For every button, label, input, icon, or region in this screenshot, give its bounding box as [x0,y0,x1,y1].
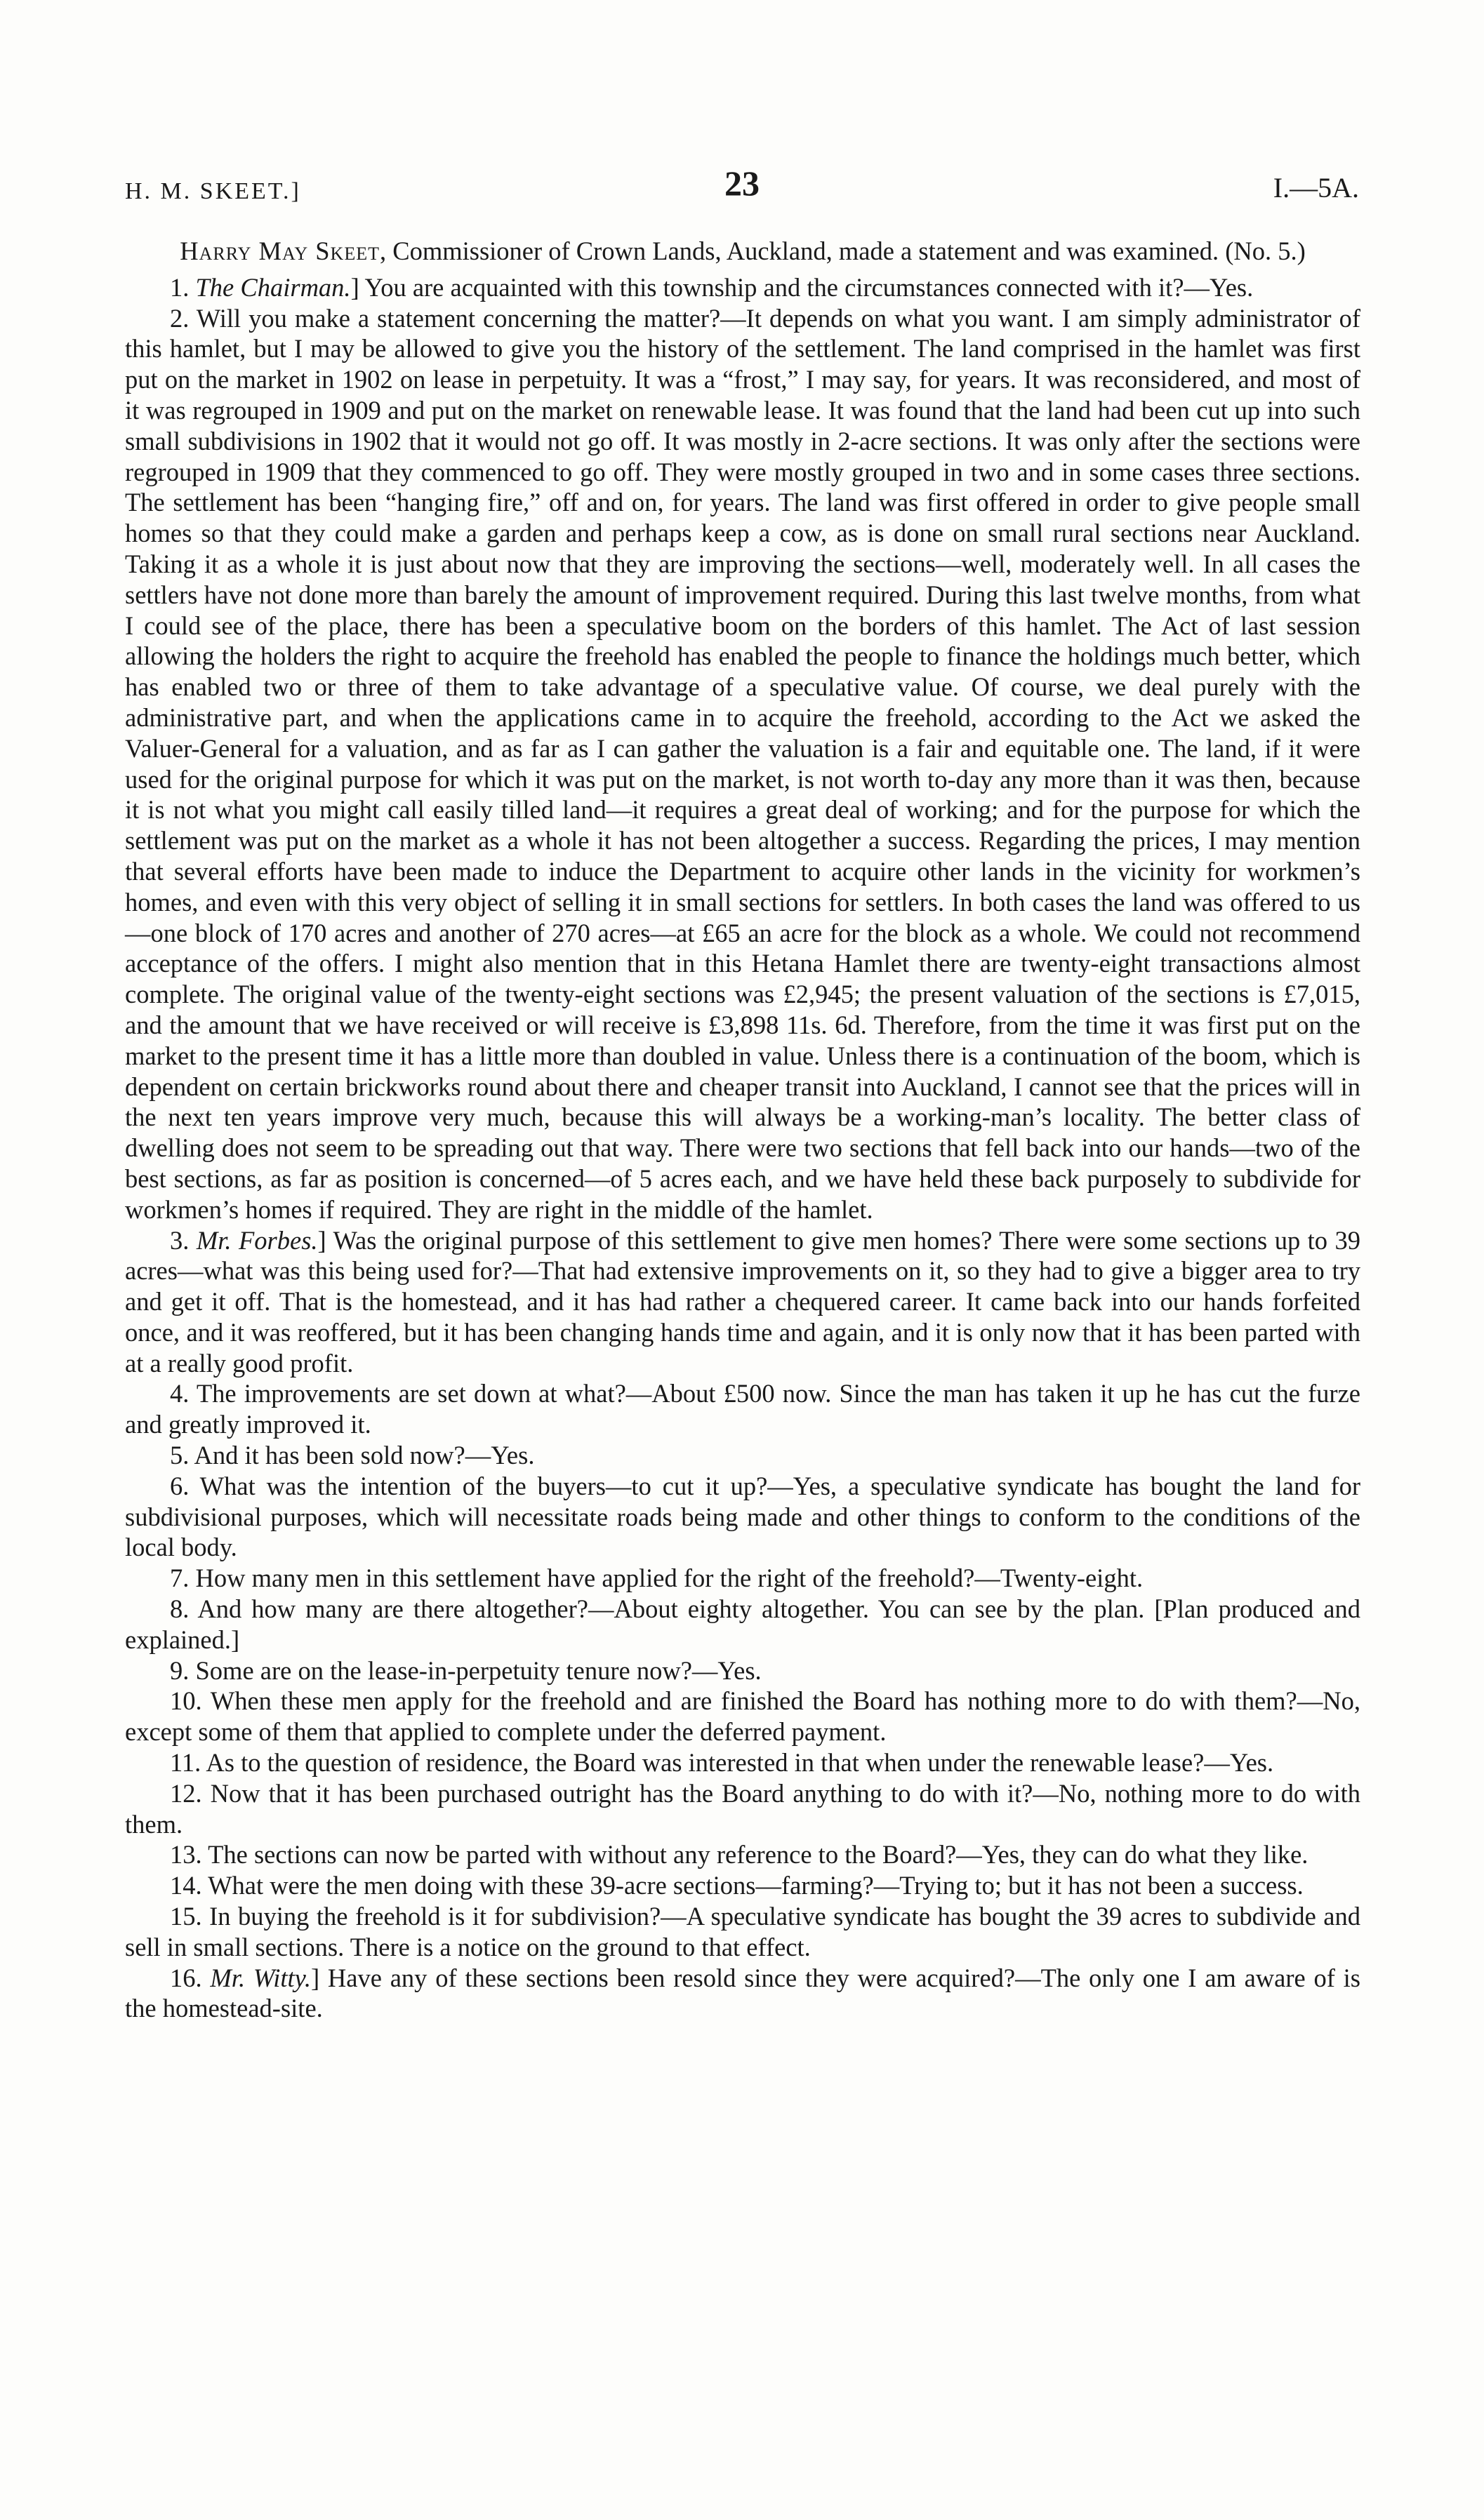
question-paragraph [125,1378,1360,1440]
question-paragraph [125,1963,1360,2025]
question-paragraph [125,272,1360,303]
witness-label: H. M. SKEET.] [125,178,301,204]
question-number: 5. [170,1441,190,1470]
question-number: 1. [170,272,190,302]
question-paragraph [125,1225,1360,1379]
question-text: What was the intention of the buyers—to cut it up?—Yes, a speculative syndicate has bought the land for subdivisional purposes, which will necessitate roads being made and other things to conform to the conditions of the local body. [125,1471,1360,1562]
question-number: 15. [170,1902,202,1931]
question-paragraph [125,303,1360,1225]
question-number: 16. [170,1963,202,1992]
question-number: 10. [170,1686,202,1716]
question-number: 6. [170,1471,190,1500]
question-text: The improvements are set down at what?—About £500 now. Since the man has taken it up he has cut the furze and greatly improved it. [125,1379,1360,1439]
speaker-name: The Chairman. [195,272,351,302]
question-text: ] Was the original purpose of this settlement to give men homes? There were some sections up to 39 acres—what was this being used for?—That had extensive improvements on it, so they had to give a bigger area to try and get it off. That is the homestead, and it has had rather a chequered career. It came back into our hands forfeited once, and it was reoffered, but it has been changing hands time and again, and it is only now that it has been parted with at a really good profit. [125,1225,1361,1378]
paper-reference: I.—5A. [1273,172,1359,204]
question-text: And it has been sold now?—Yes. [189,1441,535,1470]
question-paragraph [125,1440,1360,1471]
question-text: And how many are there altogether?—About eighty altogether. You can see by the plan. [Plan produced and explained.] [125,1594,1360,1654]
question-paragraph [125,1471,1360,1563]
heading-text: , Commissioner of Crown Lands, Auckland, made a statement and was examined. (No. 5.) [379,236,1306,265]
question-number: 14. [170,1871,202,1900]
question-text: In buying the freehold is it for subdivision?—A speculative syndicate has bought the 39 acres to subdivide and sell in small sections. There is a notice on the ground to that effect. [125,1902,1360,1961]
question-paragraph [125,1655,1360,1686]
running-header [125,163,1359,219]
question-paragraph [125,1594,1360,1655]
question-text: What were the men doing with these 39-acre sections—farming?—Trying to; but it has not been a success. [201,1871,1304,1900]
question-number: 7. [170,1564,190,1593]
question-number: 12. [170,1778,202,1808]
section-heading [125,236,1360,267]
question-text: How many men in this settlement have applied for the right of the freehold?—Twenty-eight. [189,1564,1144,1593]
question-paragraph [125,1870,1360,1901]
question-number: 9. [170,1655,190,1685]
speaker-name: Mr. Forbes. [196,1225,318,1255]
question-number: 2. [170,303,190,333]
speaker-name: Mr. Witty. [210,1963,311,1992]
question-text: The sections can now be parted with without any reference to the Board?—Yes, they can do what they like. [201,1840,1309,1869]
question-text: Will you make a statement concerning the matter?—It depends on what you want. I am simply administrator of this hamlet, but I may be allowed to give you the history of the settlement. The land comprised in the hamlet was first put on the market in 1902 on lease in perpetuity. It was a “frost,” I may say, for years. It was reconsidered, and most of it was regrouped in 1909 and put on the market on renewable lease. It was found that the land had been cut up into such small subdivisions in 1902 that it would not go off. It was mostly in 2-acre sections. It was only after the sections were regrouped in 1909 that they commenced to go off. They were mostly grouped in two and in some cases three sections. The settlement has been “hanging fire,” off and on, for years. The land was first offered in order to give people small homes so that they could make a garden and perhaps keep a cow, as is done on small rural sections near Auckland. Taking it as a whole it is just about now that they are improving the sections—well, moderately well. In all cases the settlers have not done more than barely the amount of improvement required. During this last twelve months, from what I could see of the place, there has been a speculative boom on the borders of this hamlet. The Act of last session allowing the holders the right to acquire the freehold has enabled the people to finance the holdings much better, which has enabled two or three of them to take advantage of a speculative value. Of course, we deal purely with the administrative part, and when the applications came in to acquire the freehold, according to the Act we asked the Valuer-General for a valuation, and as far as I can gather the valuation is a fair and equitable one. The land, if it were used for the original purpose for which it was put on the market, is not worth to-day any more than it was then, because it is not what you might call easily tilled land—it requires a great deal of working; and for the purpose for which the settlement was put on the market as a whole it has not been altogether a success. Regarding the prices, I may mention that several efforts have been made to induce the Department to acquire other lands in the vicinity for workmen’s homes, and even with this very object of selling it in small sections for settlers. In both cases the land was offered to us—one block of 170 acres and another of 270 acres—at £65 an acre for the block as a whole. We could not recommend acceptance of the offers. I might also mention that in this Hetana Hamlet there are twenty-eight transactions almost complete. The original value of the twenty-eight sections was £2,945; the present valuation of the sections is £7,015, and the amount that we have received or will receive is £3,898 11s. 6d. Therefore, from the time it was first put on the market to the present time it has a little more than doubled in value. Unless there is a continuation of the boom, which is dependent on certain brickworks round about there and cheaper transit into Auckland, I cannot see that the prices will in the next ten years improve very much, because this will always be a working-man’s locality. The better class of dwelling does not seem to be spreading out that way. There were two sections that fell back into our hands—two of the best sections, as far as position is concerned—of 5 acres each, and we have held these back purposely to subdivide for workmen’s homes if required. They are right in the middle of the hamlet. [125,303,1360,1224]
body-text [125,236,1360,2024]
question-text: When these men apply for the freehold and are finished the Board has nothing more to do with them?—No, except some of them that applied to complete under the deferred payment. [125,1686,1360,1747]
question-paragraph [125,1839,1360,1870]
page-number: 23 [724,164,760,203]
question-number: 11. [170,1748,201,1778]
question-paragraph [125,1747,1360,1778]
question-text: Some are on the lease-in-perpetuity tenure now?—Yes. [189,1655,762,1685]
question-paragraph [125,1686,1360,1747]
question-text: ] Have any of these sections been resold since they were acquired?—The only one I am aware of is the homestead-site. [125,1963,1360,2023]
question-paragraph [125,1778,1360,1840]
question-text: Now that it has been purchased outright has the Board anything to do with it?—No, nothing more to do with them. [125,1778,1360,1839]
question-number: 13. [170,1840,202,1869]
question-paragraph [125,1901,1360,1963]
question-text: ] You are acquainted with this township and the circumstances connected with it?—Yes. [350,272,1254,302]
question-text: As to the question of residence, the Board was interested in that when under the renewable lease?—Yes. [201,1748,1274,1778]
question-paragraph [125,1563,1360,1594]
witness-name: Harry May Skeet [180,236,380,265]
question-number: 3. [170,1225,190,1255]
question-number: 8. [170,1594,190,1624]
question-number: 4. [170,1379,190,1408]
